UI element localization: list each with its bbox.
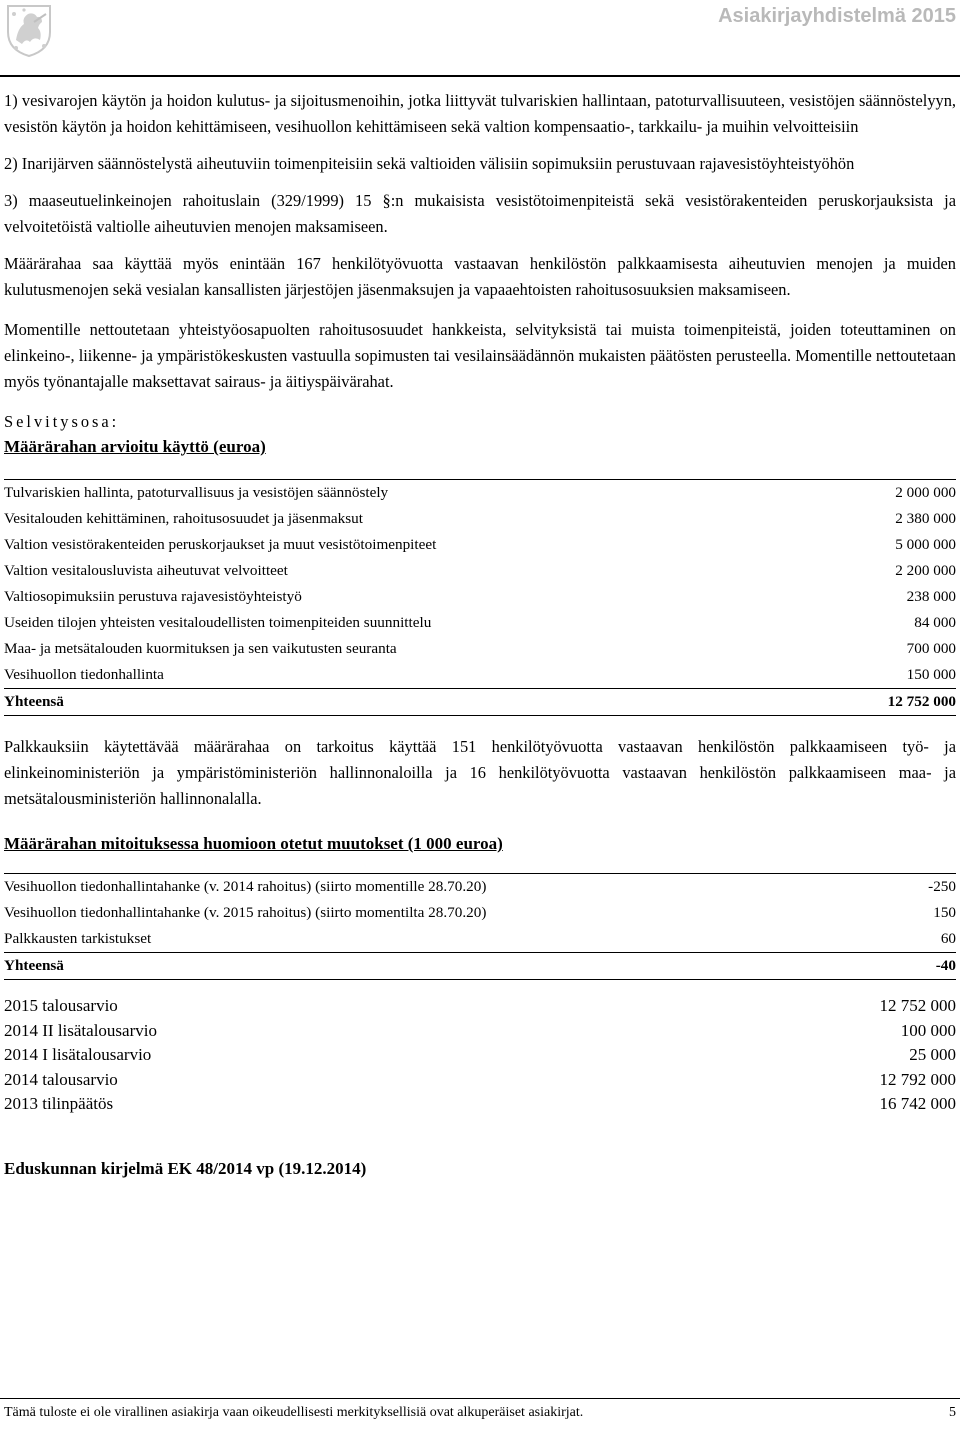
budget-history-label: 2015 talousarvio bbox=[4, 996, 118, 1016]
changes-row-label: Vesihuollon tiedonhallintahanke (v. 2015 rahoitus) (siirto momentilta 28.70.20) bbox=[4, 904, 487, 921]
footer-divider bbox=[0, 1398, 960, 1399]
selvitysosa-label: Selvitysosa: bbox=[4, 412, 120, 431]
budget-history-table bbox=[4, 994, 956, 1117]
usage-total-value: 12 752 000 bbox=[826, 689, 956, 716]
usage-row-value: 238 000 bbox=[906, 588, 956, 605]
budget-history-value: 12 792 000 bbox=[879, 1069, 956, 1089]
document-body bbox=[4, 88, 956, 1181]
budget-history-value: 12 752 000 bbox=[879, 996, 956, 1016]
letter-reference: Eduskunnan kirjelmä EK 48/2014 vp (19.12.2014) bbox=[4, 1158, 367, 1178]
usage-row-label: Valtion vesitalousluvista aiheutuvat velvoitteet bbox=[4, 562, 288, 579]
paragraph-purpose-2: 2) Inarijärven säännöstelystä aiheutuviin toimenpiteisiin sekä valtioiden välisiin sopimuksiin perustuvaan rajavesistöyhteistyöhön bbox=[4, 154, 855, 173]
usage-row-label: Maa- ja metsätalouden kuormituksen ja sen vaikutusten seuranta bbox=[4, 640, 397, 657]
usage-row bbox=[4, 532, 956, 558]
changes-row bbox=[4, 926, 956, 953]
paragraph-purpose-3: 3) maaseutuelinkeinojen rahoituslain (329/1999) 15 §:n mukaisista vesistötoimenpiteistä sekä vesistörakenteiden peruskorjauksista ja velvoitetöistä valtiolle aiheutuvien menojen maksamiseen. bbox=[4, 191, 956, 236]
finnish-lion-crest-icon bbox=[4, 2, 54, 58]
paragraph-staff-usage: Määrärahaa saa käyttää myös enintään 167 henkilötyövuotta vastaavan henkilöstön palkkaamisesta aiheutuvien menojen ja muiden kulutusmenojen sekä vesialan kansallisten järjestöjen jäsenmaksujen ja vapaaehtoisten rahoitusosuuksien maksamiseen. bbox=[4, 254, 956, 299]
usage-row-value: 2 380 000 bbox=[895, 510, 956, 527]
usage-heading: Määrärahan arvioitu käyttö (euroa) bbox=[4, 437, 266, 456]
usage-total-row bbox=[4, 689, 956, 716]
paragraph-staffing: Palkkauksiin käytettävää määrärahaa on tarkoitus käyttää 151 henkilötyövuotta vastaavan henkilöstön palkkaamiseen työ- ja elinkeinoministeriön ja ympäristöministeriön hallinnonaloilla ja 16 henkilötyövuotta vastaavan henkilöstön palkkaamiseen maa- ja metsätalousministeriön hallinnonalalla. bbox=[4, 737, 956, 808]
budget-history-value: 100 000 bbox=[900, 1020, 956, 1040]
usage-row-label: Tulvariskien hallinta, patoturvallisuus ja vesistöjen säännöstely bbox=[4, 480, 826, 507]
usage-row-label: Valtion vesistörakenteiden peruskorjaukset ja muut vesistötoimenpiteet bbox=[4, 536, 437, 553]
changes-row-value: 150 bbox=[933, 904, 956, 921]
usage-row-value: 5 000 000 bbox=[895, 536, 956, 553]
page-footer bbox=[4, 1405, 956, 1421]
usage-row-value: 700 000 bbox=[906, 640, 956, 657]
document-title: Asiakirjayhdistelmä 2015 bbox=[718, 5, 956, 27]
changes-total-label: Yhteensä bbox=[4, 953, 904, 980]
budget-history-row bbox=[4, 1068, 956, 1093]
usage-table bbox=[4, 479, 956, 716]
budget-history-label: 2014 I lisätalousarvio bbox=[4, 1045, 152, 1065]
usage-row-value: 84 000 bbox=[914, 614, 956, 631]
budget-history-label: 2013 tilinpäätös bbox=[4, 1094, 114, 1114]
changes-row-value: -250 bbox=[904, 874, 956, 901]
changes-total-row bbox=[4, 953, 956, 980]
changes-row-label: Vesihuollon tiedonhallintahanke (v. 2014 rahoitus) (siirto momentille 28.70.20) bbox=[4, 874, 904, 901]
header-divider bbox=[0, 75, 960, 77]
budget-history-row bbox=[4, 1092, 956, 1117]
usage-row bbox=[4, 662, 956, 689]
usage-row bbox=[4, 480, 956, 507]
usage-row-value: 2 000 000 bbox=[826, 480, 956, 507]
usage-row-label: Vesihuollon tiedonhallinta bbox=[4, 666, 164, 683]
budget-history-row bbox=[4, 1019, 956, 1044]
changes-heading: Määrärahan mitoituksessa huomioon otetut muutokset (1 000 euroa) bbox=[4, 834, 503, 853]
budget-history-value: 16 742 000 bbox=[879, 1094, 956, 1114]
paragraph-purpose-1: 1) vesivarojen käytön ja hoidon kulutus- ja sijoitusmenoihin, jotka liittyvät tulvariskien hallintaan, patoturvallisuuteen, vesistöjen säännöstelyyn, vesistön käytön ja hoidon kehittämiseen, vesihuollon kehittämiseen sekä valtion kompensaatio-, tarkkailu- ja muihin velvoitteisiin bbox=[4, 91, 956, 136]
changes-row bbox=[4, 874, 956, 901]
usage-total-label: Yhteensä bbox=[4, 689, 826, 716]
usage-row bbox=[4, 584, 956, 610]
usage-row-label: Vesitalouden kehittäminen, rahoitusosuudet ja jäsenmaksut bbox=[4, 510, 363, 527]
changes-total-value: -40 bbox=[904, 953, 956, 980]
changes-table bbox=[4, 873, 956, 980]
budget-history-value: 25 000 bbox=[909, 1045, 956, 1065]
usage-row bbox=[4, 636, 956, 662]
usage-row bbox=[4, 558, 956, 584]
usage-row-value: 150 000 bbox=[906, 666, 956, 683]
page-number: 5 bbox=[949, 1405, 956, 1420]
changes-row-value: 60 bbox=[940, 930, 956, 947]
usage-row bbox=[4, 506, 956, 532]
usage-row-value: 2 200 000 bbox=[895, 562, 956, 579]
paragraph-netting: Momentille nettoutetaan yhteistyöosapuolten rahoitusosuudet hankkeista, selvityksistä tai muista toimenpiteistä, joiden toteuttaminen on elinkeino-, liikenne- ja ympäristökeskusten vastuulla sopimusten tai vesilainsäädännön mukaisten päätösten perusteella. Momentille nettoutetaan myös työnantajalle maksettavat sairaus- ja äitiyspäivärahat. bbox=[4, 320, 956, 391]
budget-history-label: 2014 II lisätalousarvio bbox=[4, 1020, 157, 1040]
changes-row bbox=[4, 900, 956, 926]
budget-history-label: 2014 talousarvio bbox=[4, 1069, 118, 1089]
usage-row bbox=[4, 610, 956, 636]
budget-history-row bbox=[4, 994, 956, 1019]
changes-row-label: Palkkausten tarkistukset bbox=[4, 930, 152, 947]
footer-disclaimer: Tämä tuloste ei ole virallinen asiakirja vaan oikeudellisesti merkityksellisiä ovat alkuperäiset asiakirjat. bbox=[4, 1405, 584, 1420]
usage-row-label: Useiden tilojen yhteisten vesitaloudellisten toimenpiteiden suunnittelu bbox=[4, 614, 432, 631]
budget-history-row bbox=[4, 1043, 956, 1068]
usage-row-label: Valtiosopimuksiin perustuva rajavesistöyhteistyö bbox=[4, 588, 302, 605]
